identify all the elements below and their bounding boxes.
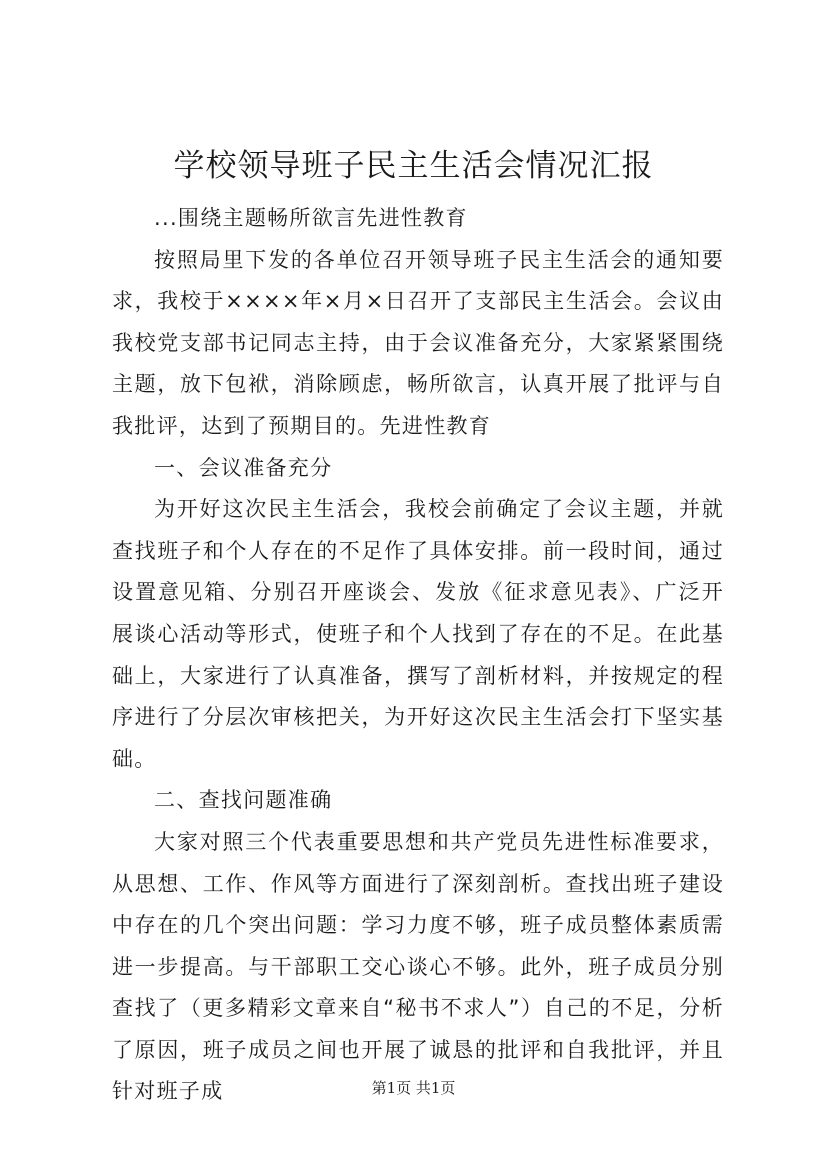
document-title: 学校领导班子民主生活会情况汇报 [173, 148, 654, 184]
intro-paragraph: 按照局里下发的各单位召开领导班子民主生活会的通知要求，我校于××××年×月×日召开了支部民主生活会。会议由我校党支部书记同志主持，由于会议准备充分，大家紧紧围绕主题，放下包袱，消除顾虑，畅所欲言，认真开展了批评与自我批评，达到了预期目的。先进性教育 [112, 247, 724, 438]
page-footer: 第1页 共1页 [371, 1079, 456, 1097]
section-heading-1: 一、会议准备充分 [154, 455, 333, 480]
section-1-paragraph: 为开好这次民主生活会，我校会前确定了会议主题，并就查找班子和个人存在的不足作了具体安排。前一段时间，通过设置意见箱、分别召开座谈会、发放《征求意见表》、广泛开展谈心活动等形式，使班子和个人找到了存在的不足。在此基础上，大家进行了认真准备，撰写了剖析材料，并按规定的程序进行了分层次审核把关，为开好这次民主生活会打下坚实基础。 [112, 497, 724, 771]
subtitle-paragraph: ...围绕主题畅所欲言先进性教育 [154, 206, 468, 230]
document-body [112, 198, 724, 1113]
section-heading-2: 二、查找问题准确 [154, 788, 333, 813]
section-2-paragraph: 大家对照三个代表重要思想和共产党员先进性标准要求，从思想、工作、作风等方面进行了深刻剖析。查找出班子建设中存在的几个突出问题：学习力度不够，班子成员整体素质需进一步提高。与干部职工交心谈心不够。此外，班子成员分别查找了（更多精彩文章来自“秘书不求人”）自己的不足，分析了原因，班子成员之间也开展了诚恳的批评和自我批评，并且针对班子成 [112, 829, 724, 1104]
